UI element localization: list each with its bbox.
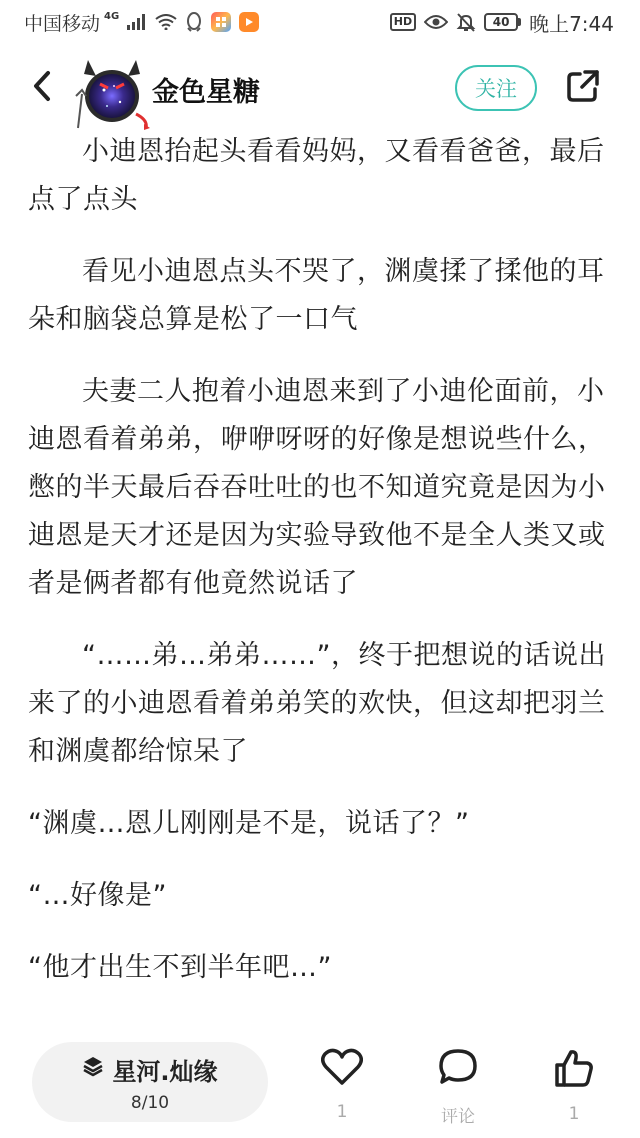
paragraph: “……弟…弟弟……”，终于把想说的话说出来了的小迪恩看着弟弟笑的欢快，但这却把羽兰和渊虞都给惊呆了 xyxy=(28,640,606,767)
status-left xyxy=(24,9,259,36)
article-header xyxy=(0,44,640,138)
thumbs-up-icon xyxy=(553,1048,595,1092)
battery-level: 40 xyxy=(484,13,518,31)
eye-icon xyxy=(424,14,448,30)
like-button[interactable] xyxy=(302,1048,382,1122)
bottom-action-bar xyxy=(0,1040,640,1138)
article-body xyxy=(28,128,614,1016)
layers-icon xyxy=(82,1055,104,1083)
paragraph: 看见小迪恩点头不哭了，渊虞揉了揉他的耳朵和脑袋总算是松了一口气 xyxy=(28,256,605,335)
share-icon xyxy=(565,68,601,108)
comment-button[interactable] xyxy=(418,1048,498,1127)
battery-icon xyxy=(484,13,521,31)
follow-button[interactable]: 关注 xyxy=(455,65,537,111)
mute-bell-icon xyxy=(456,12,476,32)
collection-progress: 8/10 xyxy=(130,1092,170,1113)
heart-icon xyxy=(321,1048,363,1090)
thumbs-up-count: 1 xyxy=(568,1104,580,1124)
paragraph: 夫妻二人抱着小迪恩来到了小迪伦面前，小迪恩看着弟弟，咿咿呀呀的好像是想说些什么，憋的半天最后吞吞吐吐的也不知道究竟是因为小迪恩是天才还是因为实验导致他不是全人类又或者是俩者都有他竟然说话了 xyxy=(28,376,606,599)
status-right xyxy=(390,8,614,37)
app-store-icon xyxy=(211,12,231,32)
signal-icon xyxy=(127,14,147,30)
back-icon xyxy=(32,70,52,106)
collection-title: 星河.灿缘 xyxy=(112,1057,218,1086)
author-avatar[interactable] xyxy=(74,50,150,130)
share-button[interactable] xyxy=(562,67,604,109)
network-type: 4G xyxy=(104,10,120,22)
paragraph: “他才出生不到半年吧…” xyxy=(28,952,332,983)
collection-title-row xyxy=(82,1052,217,1087)
collection-button[interactable] xyxy=(32,1042,268,1122)
thumbs-up-button[interactable] xyxy=(534,1048,614,1124)
video-app-icon xyxy=(239,12,259,32)
clock: 晚上7:44 xyxy=(529,11,614,36)
carrier-label: 中国移动 xyxy=(24,12,101,35)
hd-icon: HD xyxy=(390,13,416,31)
author-name[interactable]: 金色星糖 xyxy=(152,77,260,108)
wifi-icon xyxy=(155,14,177,30)
back-button[interactable] xyxy=(22,68,62,108)
comment-icon xyxy=(437,1048,479,1090)
comment-label: 评论 xyxy=(441,1107,475,1127)
paragraph: “…好像是” xyxy=(28,880,167,911)
paragraph: 小迪恩抬起头看看妈妈，又看看爸爸，最后点了点头 xyxy=(28,136,605,215)
paragraph: “渊虞…恩儿刚刚是不是，说话了？” xyxy=(28,808,470,839)
like-count: 1 xyxy=(336,1102,348,1122)
status-bar xyxy=(0,0,640,44)
qq-icon xyxy=(185,12,203,32)
